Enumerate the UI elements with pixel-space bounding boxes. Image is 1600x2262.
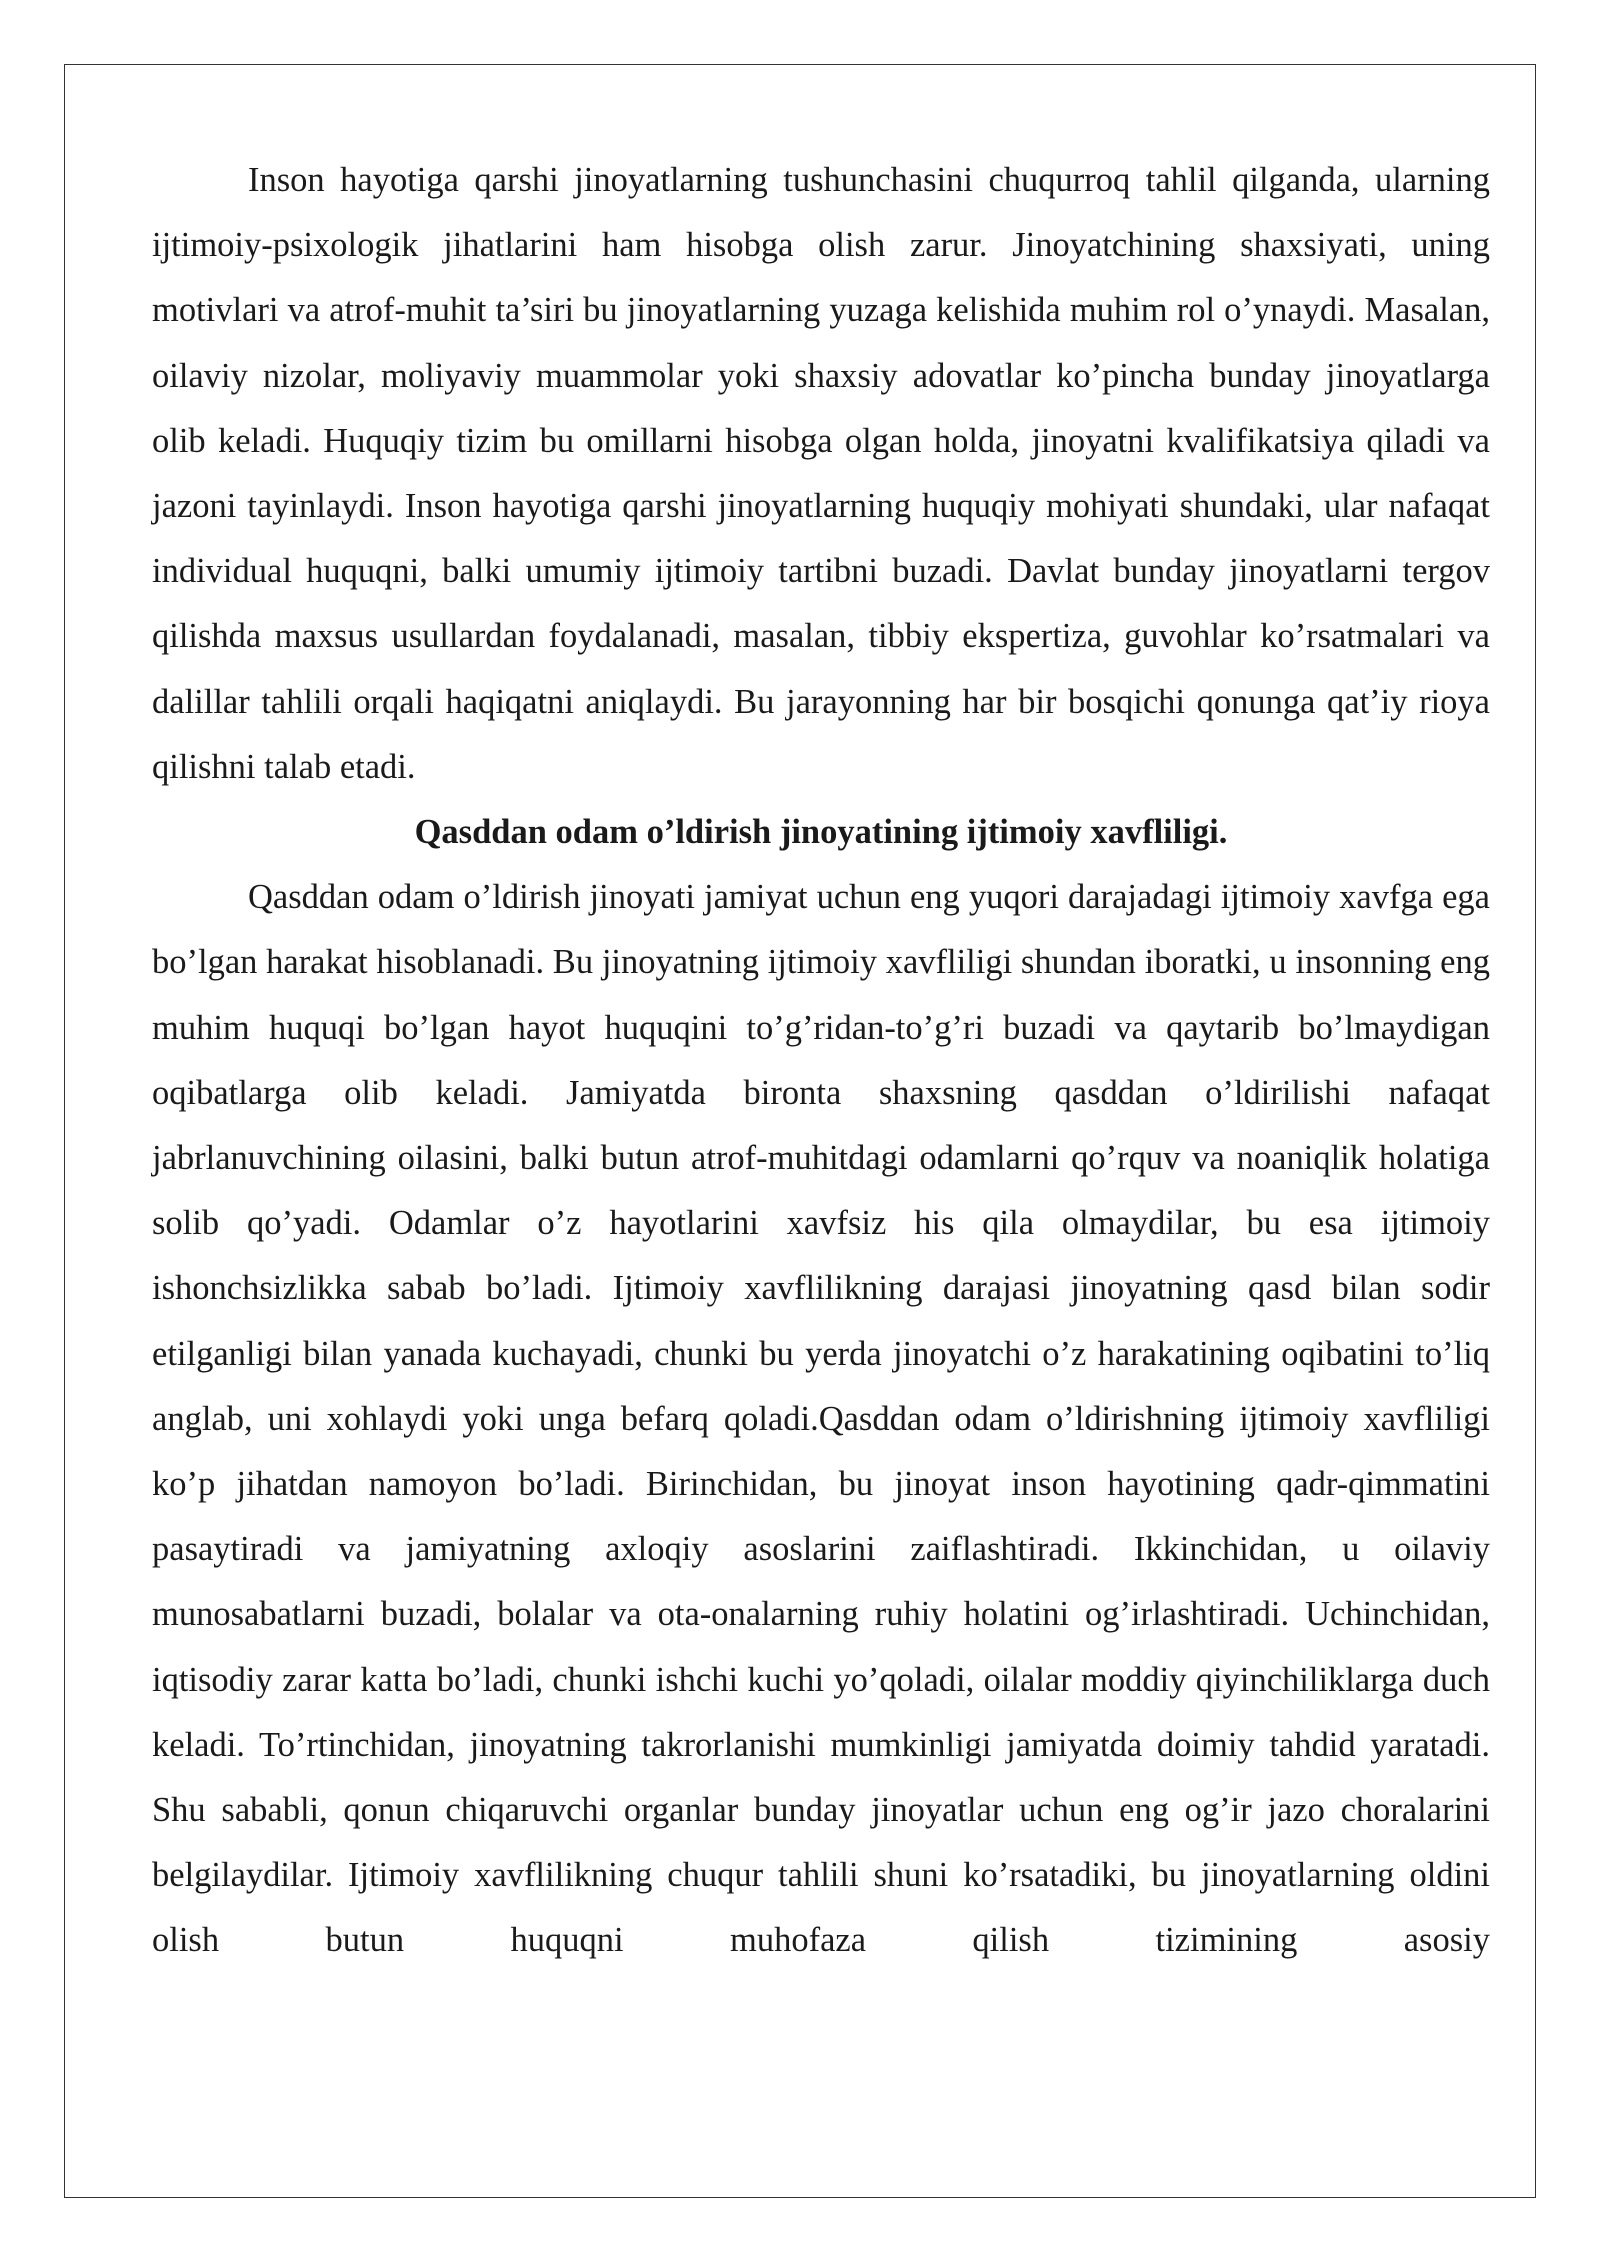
paragraph-social-danger: Qasddan odam o’ldirish jinoyati jamiyat uchun eng yuqori darajadagi ijtimoiy xavfga ega bo’lgan harakat hisoblanadi. Bu jinoyatning ijtimoiy xavfliligi shundan iboratki, u insonning eng muhim huquqi bo’lgan hayot huquqini to’g’ridan-to’g’ri buzadi va qaytarib bo’lmaydigan oqibatlarga olib keladi. Jamiyatda bironta shaxsning qasddan o’ldirilishi nafaqat jabrlanuvchining oilasini, balki butun atrof-muhitdagi odamlarni qo’rquv va noaniqlik holatiga solib qo’yadi. Odamlar o’z hayotlarini xavfsiz his qila olmaydilar, bu esa ijtimoiy ishonchsizlikka sabab bo’ladi. Ijtimoiy xavflilikning darajasi jinoyatning qasd bilan sodir etilganligi bilan yanada kuchayadi, chunki bu yerda jinoyatchi o’z harakatining oqibatini to’liq anglab, uni xohlaydi yoki unga befarq qoladi.Qasddan odam o’ldirishning ijtimoiy xavfliligi ko’p jihatdan namoyon bo’ladi. Birinchidan, bu jinoyat inson hayotining qadr-qimmatini pasaytiradi va jamiyatning axloqiy asoslarini zaiflashtiradi. Ikkinchidan, u oilaviy munosabatlarni buzadi, bolalar va ota-onalarning ruhiy holatini og’irlashtiradi. Uchinchidan, iqtisodiy zarar katta bo’ladi, chunki ishchi kuchi yo’qoladi, oilalar moddiy qiyinchiliklarga duch keladi. To’rtinchidan, jinoyatning takrorlanishi mumkinligi jamiyatda doimiy tahdid yaratadi. Shu sababli, qonun chiqaruvchi organlar bunday jinoyatlar uchun eng og’ir jazo choralarini belgilaydilar. Ijtimoiy xavflilikning chuqur tahlili shuni ko’rsatadiki, bu jinoyatlarning oldini olish butun huquqni muhofaza qilish tizimining asosiy xyxy=(152,878,1490,1960)
paragraph-intro: Inson hayotiga qarshi jinoyatlarning tushunchasini chuqurroq tahlil qilganda, ularning ijtimoiy-psixologik jihatlarini ham hisobga olish zarur. Jinoyatchining shaxsiyati, uning motivlari va atrof-muhit ta’siri bu jinoyatlarning yuzaga kelishida muhim rol o’ynaydi. Masalan, oilaviy nizolar, moliyaviy muammolar yoki shaxsiy adovatlar ko’pincha bunday jinoyatlarga olib keladi. Huquqiy tizim bu omillarni hisobga olgan holda, jinoyatni kvalifikatsiya qiladi va jazoni tayinlaydi. Inson hayotiga qarshi jinoyatlarning huquqiy mohiyati shundaki, ular nafaqat individual huquqni, balki umumiy ijtimoiy tartibni buzadi. Davlat bunday jinoyatlarni tergov qilishda maxsus usullardan foydalanadi, masalan, tibbiy ekspertiza, guvohlar ko’rsatmalari va dalillar tahlili orqali haqiqatni aniqlaydi. Bu jarayonning har bir bosqichi qonunga qat’iy rioya qilishni talab etadi. xyxy=(152,161,1490,786)
document-body xyxy=(152,148,1490,1974)
section-heading: Qasddan odam o’ldirish jinoyatining ijtimoiy xavfliligi. xyxy=(414,813,1228,852)
